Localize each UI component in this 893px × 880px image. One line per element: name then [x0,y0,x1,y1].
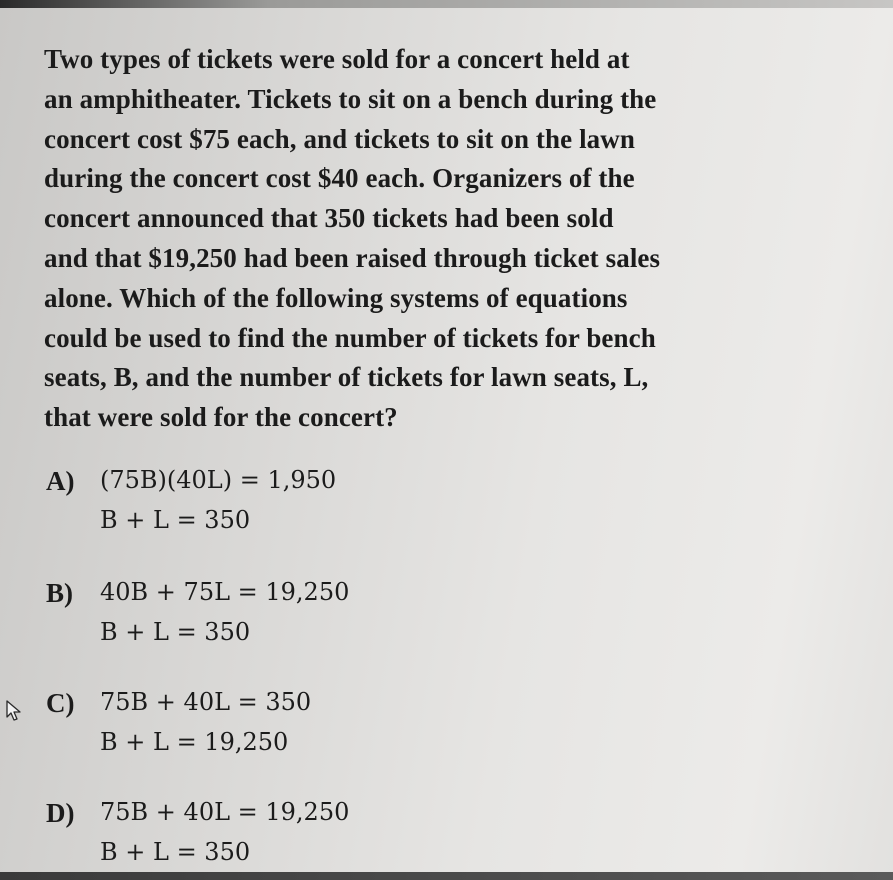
choice-letter: A) [46,466,75,496]
choice-equation-2: B + L = 19,250 [100,728,289,756]
question-line: Two types of tickets were sold for a concert held at [44,44,630,74]
question-line: during the concert cost $40 each. Organizers of the [44,163,635,194]
choice-letter: B) [46,578,73,608]
question-line: concert announced that 350 tickets had been sold [44,203,614,234]
question-text [44,40,804,438]
question-line: concert cost $75 each, and tickets to sit on the lawn [44,123,635,154]
choice-equation-2: B + L = 350 [100,838,251,866]
choice-equation-1: 40B + 75L = 19,250 [100,578,350,606]
question-line: seats, B, and the number of tickets for lawn seats, L, [44,362,649,393]
bottom-edge-strip [0,872,893,880]
question-line: could be used to find the number of tickets for bench [44,322,656,353]
question-line: that were sold for the concert? [44,402,398,433]
choice-letter: C) [46,688,75,718]
choice-letter: D) [46,798,75,828]
mouse-pointer-icon [5,700,23,722]
question-line: and that $19,250 had been raised through ticket sales [44,242,661,273]
question-line: alone. Which of the following systems of equations [44,282,628,313]
question-line: an amphitheater. Tickets to sit on a bench during the [44,83,657,114]
choice-equation-2: B + L = 350 [100,618,251,646]
choice-equation-1: 75B + 40L = 350 [100,688,312,716]
choice-a[interactable] [46,466,446,546]
choice-b[interactable] [46,578,446,658]
choice-equation-1: 75B + 40L = 19,250 [100,798,350,826]
choice-equation-2: B + L = 350 [100,506,251,534]
choice-equation-1: (75B)(40L) = 1,950 [100,466,337,494]
top-edge-strip [0,0,893,8]
choice-c[interactable] [46,688,446,768]
choice-d[interactable] [46,798,446,878]
